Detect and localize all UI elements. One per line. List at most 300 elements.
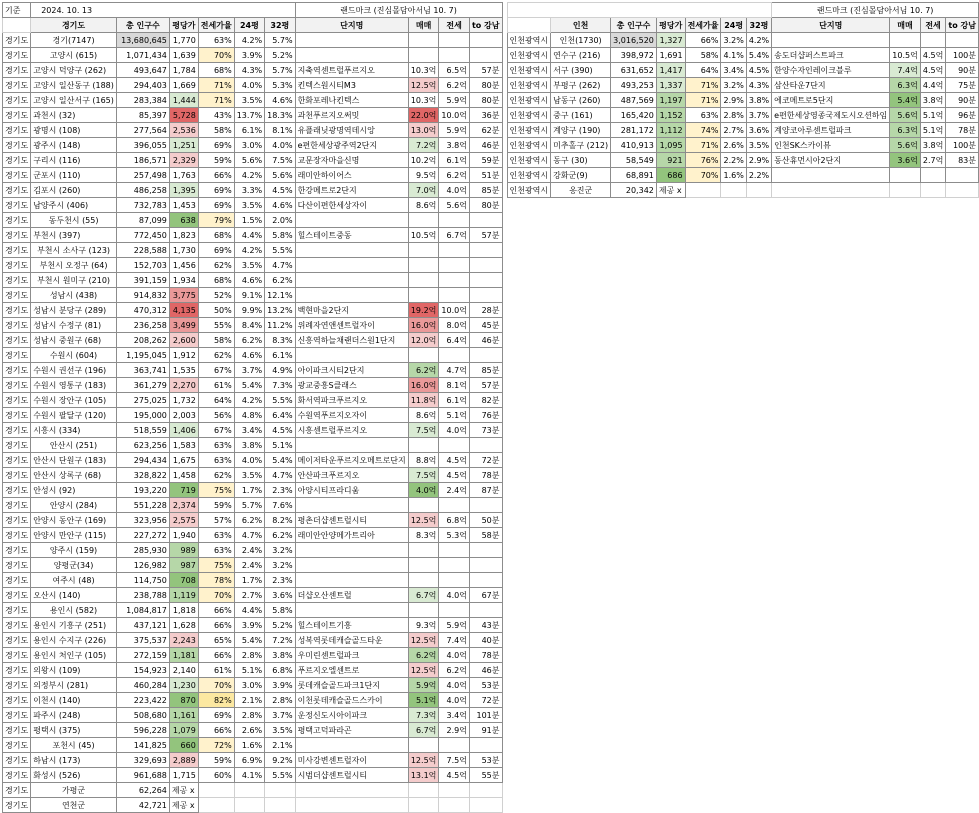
gyeonggi-cell-name: 구리시 (116) <box>31 153 117 168</box>
gyeonggi-cell-jeonse: 4.0억 <box>439 183 470 198</box>
gyeonggi-cell-complex: 신흥역하늘채랜더스원1단지 <box>295 333 408 348</box>
gyeonggi-cell-ratio-32: 5.3% <box>265 78 295 93</box>
gyeonggi-cell-population: 195,000 <box>116 408 169 423</box>
gyeonggi-cell-population: 518,559 <box>116 423 169 438</box>
incheon-cell-ratio-32: 3.6% <box>746 123 771 138</box>
table-row <box>3 393 979 408</box>
gyeonggi-cell-complex: 성복역롯데캐슬골드타운 <box>295 633 408 648</box>
gyeonggi-cell-ratio-32: 12.1% <box>265 288 295 303</box>
gyeonggi-cell-price-per-pyeong: 2,140 <box>169 663 198 678</box>
gyeonggi-cell-name: 의왕시 (109) <box>31 663 117 678</box>
gyeonggi-cell-region: 경기도 <box>3 318 31 333</box>
gyeonggi-cell-jeonse: 5.6억 <box>439 198 470 213</box>
gyeonggi-cell-sale: 8.3억 <box>408 528 439 543</box>
incheon-cell-ratio-32: 4.5% <box>746 63 771 78</box>
gyeonggi-cell-price-per-pyeong: 1,823 <box>169 228 198 243</box>
gyeonggi-cell-price-per-pyeong: 1,675 <box>169 453 198 468</box>
gyeonggi-cell-population: 13,680,645 <box>116 33 169 48</box>
gyeonggi-cell-name: 남양주시 (406) <box>31 198 117 213</box>
gyeonggi-cell-population: 236,258 <box>116 318 169 333</box>
gyeonggi-cell-jeonse-ratio: 67% <box>198 363 234 378</box>
gyeonggi-cell-complex <box>295 558 408 573</box>
gyeonggi-cell-ratio-24: 3.3% <box>234 183 264 198</box>
incheon-cell-name: 서구 (390) <box>551 63 611 78</box>
gyeonggi-cell-to-gangnam <box>469 348 502 363</box>
gyeonggi-cell-population: 154,923 <box>116 663 169 678</box>
gyeonggi-cell-ratio-32: 5.7% <box>265 63 295 78</box>
gyeonggi-cell-jeonse: 4.0억 <box>439 678 470 693</box>
gyeonggi-cell-price-per-pyeong: 1,230 <box>169 678 198 693</box>
gyeonggi-cell-ratio-24: 4.2% <box>234 168 264 183</box>
gyeonggi-cell-population: 272,159 <box>116 648 169 663</box>
incheon-cell-jeonse: 4.5억 <box>920 63 946 78</box>
gyeonggi-cell-price-per-pyeong: 1,395 <box>169 183 198 198</box>
gyeonggi-cell-ratio-24: 4.3% <box>234 63 264 78</box>
incheon-cell-complex <box>772 33 890 48</box>
gyeonggi-cell-ratio-32: 3.2% <box>265 558 295 573</box>
gyeonggi-cell-jeonse-ratio: 56% <box>198 408 234 423</box>
gyeonggi-cell-ratio-32: 13.2% <box>265 303 295 318</box>
header-blank <box>507 18 551 33</box>
gyeonggi-cell-ratio-32: 5.4% <box>265 453 295 468</box>
gyeonggi-cell-region: 경기도 <box>3 348 31 363</box>
incheon-cell-ratio-24: 3.2% <box>721 78 746 93</box>
gyeonggi-cell-ratio-32: 6.8% <box>265 663 295 678</box>
gyeonggi-cell-sale: 12.5억 <box>408 513 439 528</box>
gyeonggi-cell-region: 경기도 <box>3 513 31 528</box>
gyeonggi-cell-name: 이천시 (140) <box>31 693 117 708</box>
gyeonggi-cell-price-per-pyeong: 1,912 <box>169 348 198 363</box>
gyeonggi-cell-price-per-pyeong: 1,763 <box>169 168 198 183</box>
gyeonggi-cell-ratio-24: 3.0% <box>234 138 264 153</box>
gyeonggi-cell-sale <box>408 738 439 753</box>
gyeonggi-cell-jeonse <box>439 48 470 63</box>
gyeonggi-cell-jeonse-ratio: 62% <box>198 258 234 273</box>
gyeonggi-cell-name: 수원시 권선구 (196) <box>31 363 117 378</box>
gyeonggi-cell-to-gangnam: 72분 <box>469 453 502 468</box>
incheon-cell-sale: 5.6억 <box>890 138 921 153</box>
gyeonggi-cell-population: 275,025 <box>116 393 169 408</box>
gyeonggi-cell-jeonse: 6.8억 <box>439 513 470 528</box>
gyeonggi-cell-sale: 10.3억 <box>408 63 439 78</box>
table-row <box>3 33 979 48</box>
gyeonggi-cell-ratio-32: 6.2% <box>265 273 295 288</box>
gyeonggi-cell-ratio-32: 5.5% <box>265 243 295 258</box>
gyeonggi-cell-region: 경기도 <box>3 603 31 618</box>
gyeonggi-cell-empty <box>439 798 470 813</box>
gyeonggi-cell-name: 양주시 (159) <box>31 543 117 558</box>
table-row <box>3 153 979 168</box>
gyeonggi-cell-jeonse: 6.5억 <box>439 63 470 78</box>
incheon-cell-price-per-pyeong: 1,691 <box>656 48 685 63</box>
gyeonggi-cell-region: 경기도 <box>3 588 31 603</box>
gyeonggi-cell-name: 수원시 (604) <box>31 348 117 363</box>
gyeonggi-cell-sale: 12.5억 <box>408 663 439 678</box>
incheon-cell-to-gangnam: 90분 <box>946 93 979 108</box>
incheon-cell-price-per-pyeong: 1,417 <box>656 63 685 78</box>
gyeonggi-cell-ratio-24: 4.7% <box>234 528 264 543</box>
incheon-cell-region: 인천광역시 <box>507 93 551 108</box>
gyeonggi-cell-population: 1,084,817 <box>116 603 169 618</box>
gyeonggi-cell-jeonse-ratio: 63% <box>198 543 234 558</box>
gyeonggi-cell-price-per-pyeong: 1,444 <box>169 93 198 108</box>
gyeonggi-cell-population: 1,071,434 <box>116 48 169 63</box>
table-row <box>3 633 979 648</box>
incheon-cell-sale: 6.3억 <box>890 78 921 93</box>
gyeonggi-cell-region: 경기도 <box>3 483 31 498</box>
gyeonggi-cell-jeonse: 4.5억 <box>439 468 470 483</box>
gyeonggi-cell-sale <box>408 438 439 453</box>
table-row <box>3 348 979 363</box>
gyeonggi-cell-region: 경기도 <box>3 108 31 123</box>
gyeonggi-cell-population: 328,822 <box>116 468 169 483</box>
header-blank <box>3 18 31 33</box>
gyeonggi-cell-ratio-24: 4.1% <box>234 768 264 783</box>
gyeonggi-cell-complex: 수원역푸르지오자이 <box>295 408 408 423</box>
gyeonggi-cell-region: 경기도 <box>3 243 31 258</box>
incheon-cell-empty <box>890 183 921 198</box>
gyeonggi-cell-ratio-24: 4.2% <box>234 33 264 48</box>
sheet-title-row <box>3 3 979 18</box>
gyeonggi-cell-ratio-24: 4.4% <box>234 228 264 243</box>
gyeonggi-cell-ratio-32: 2.3% <box>265 573 295 588</box>
gyeonggi-cell-to-gangnam: 80분 <box>469 198 502 213</box>
gyeonggi-cell-ratio-24: 3.5% <box>234 198 264 213</box>
table-row <box>3 483 979 498</box>
gyeonggi-cell-sale <box>408 573 439 588</box>
incheon-cell-ratio-32: 3.8% <box>746 93 771 108</box>
gyeonggi-cell-price-per-pyeong: 660 <box>169 738 198 753</box>
incheon-cell-sale: 6.3억 <box>890 123 921 138</box>
gyeonggi-cell-population: 62,264 <box>116 783 169 798</box>
incheon-cell-population: 68,891 <box>611 168 657 183</box>
gyeonggi-cell-price-per-pyeong: 1,669 <box>169 78 198 93</box>
gyeonggi-cell-jeonse <box>439 738 470 753</box>
gyeonggi-cell-ratio-32: 5.7% <box>265 33 295 48</box>
gyeonggi-cell-price-per-pyeong: 2,575 <box>169 513 198 528</box>
gyeonggi-cell-ratio-24: 3.5% <box>234 468 264 483</box>
table-row <box>3 363 979 378</box>
gyeonggi-cell-jeonse-ratio: 78% <box>198 573 234 588</box>
table-row <box>3 213 979 228</box>
gyeonggi-cell-ratio-32: 2.8% <box>265 693 295 708</box>
gyeonggi-cell-to-gangnam <box>469 543 502 558</box>
gyeonggi-cell-ratio-24: 3.9% <box>234 48 264 63</box>
gyeonggi-cell-population: 329,693 <box>116 753 169 768</box>
date-value: 2024. 10. 13 <box>31 3 295 18</box>
gyeonggi-cell-price-per-pyeong: 4,135 <box>169 303 198 318</box>
gyeonggi-cell-ratio-32: 7.2% <box>265 633 295 648</box>
gyeonggi-cell-population: 208,262 <box>116 333 169 348</box>
gyeonggi-cell-jeonse-ratio: 58% <box>198 123 234 138</box>
gyeonggi-cell-population: 257,498 <box>116 168 169 183</box>
sheet-table <box>2 2 979 813</box>
gyeonggi-cell-empty <box>198 798 234 813</box>
gyeonggi-cell-complex: 유플래닛광명역데시앙 <box>295 123 408 138</box>
gyeonggi-cell-jeonse-ratio: 62% <box>198 348 234 363</box>
gyeonggi-cell-jeonse-ratio: 66% <box>198 618 234 633</box>
incheon-cell-jeonse-ratio: 70% <box>685 168 721 183</box>
gyeonggi-cell-jeonse: 5.3억 <box>439 528 470 543</box>
gyeonggi-cell-sale: 9.3억 <box>408 618 439 633</box>
gyeonggi-cell-sale: 22.0억 <box>408 108 439 123</box>
gyeonggi-cell-complex: 시범더샵센트럴시티 <box>295 768 408 783</box>
gyeonggi-cell-ratio-32: 5.8% <box>265 228 295 243</box>
gyeonggi-cell-ratio-32: 5.2% <box>265 618 295 633</box>
gyeonggi-cell-sale: 19.2억 <box>408 303 439 318</box>
gyeonggi-cell-jeonse-ratio: 75% <box>198 483 234 498</box>
gyeonggi-cell-name: 김포시 (260) <box>31 183 117 198</box>
gyeonggi-cell-region: 경기도 <box>3 528 31 543</box>
gyeonggi-cell-name: 광명시 (108) <box>31 123 117 138</box>
gyeonggi-cell-jeonse-ratio: 82% <box>198 693 234 708</box>
gyeonggi-cell-region: 경기도 <box>3 93 31 108</box>
incheon-cell-region: 인천광역시 <box>507 33 551 48</box>
gyeonggi-cell-complex <box>295 603 408 618</box>
incheon-cell-jeonse-ratio: 71% <box>685 93 721 108</box>
gyeonggi-cell-sale: 12.5억 <box>408 633 439 648</box>
incheon-cell-ratio-32: 2.9% <box>746 153 771 168</box>
gyeonggi-cell-to-gangnam: 80분 <box>469 78 502 93</box>
gyeonggi-cell-ratio-24: 3.4% <box>234 423 264 438</box>
gyeonggi-cell-jeonse-ratio: 64% <box>198 393 234 408</box>
gyeonggi-cell-sale <box>408 348 439 363</box>
gyeonggi-cell-region: 경기도 <box>3 63 31 78</box>
gyeonggi-cell-price-per-pyeong: 2,270 <box>169 378 198 393</box>
gyeonggi-cell-sale: 5.9억 <box>408 678 439 693</box>
gyeonggi-cell-jeonse: 4.0억 <box>439 588 470 603</box>
gyeonggi-cell-name: 오산시 (140) <box>31 588 117 603</box>
gyeonggi-cell-jeonse-ratio: 59% <box>198 753 234 768</box>
date-label: 기준 <box>3 3 31 18</box>
gyeonggi-header-to-gangnam: to 강남 <box>469 18 502 33</box>
gyeonggi-cell-price-per-pyeong: 1,628 <box>169 618 198 633</box>
incheon-cell-region: 인천광역시 <box>507 48 551 63</box>
gyeonggi-cell-name: 고양시 일산서구 (165) <box>31 93 117 108</box>
gyeonggi-cell-price-per-pyeong: 5,728 <box>169 108 198 123</box>
gyeonggi-cell-jeonse <box>439 258 470 273</box>
gyeonggi-cell-ratio-24: 4.6% <box>234 348 264 363</box>
gyeonggi-cell-to-gangnam: 57분 <box>469 228 502 243</box>
gyeonggi-cell-ratio-32: 6.4% <box>265 408 295 423</box>
gyeonggi-cell-price-per-pyeong: 638 <box>169 213 198 228</box>
table-row <box>3 753 979 768</box>
gyeonggi-cell-complex: 평택고덕파라곤 <box>295 723 408 738</box>
gyeonggi-cell-population: 294,403 <box>116 78 169 93</box>
gyeonggi-landmark-title: 랜드마크 (진심몰담아서님 10. 7) <box>295 3 502 18</box>
gyeonggi-cell-to-gangnam: 40분 <box>469 633 502 648</box>
gyeonggi-cell-jeonse-ratio: 57% <box>198 513 234 528</box>
incheon-cell-sale <box>890 168 921 183</box>
gyeonggi-cell-region: 경기도 <box>3 798 31 813</box>
incheon-header-jeonse-ratio: 전세가율 <box>685 18 721 33</box>
gyeonggi-cell-complex: 래미안안양메가트리아 <box>295 528 408 543</box>
gyeonggi-cell-to-gangnam: 82분 <box>469 393 502 408</box>
incheon-cell-to-gangnam <box>946 33 979 48</box>
table-row <box>3 543 979 558</box>
gyeonggi-cell-jeonse: 4.0억 <box>439 648 470 663</box>
incheon-cell-jeonse-ratio: 66% <box>685 33 721 48</box>
incheon-landmark-title: 랜드마크 (진심몰담아서님 10. 7) <box>772 3 979 18</box>
incheon-cell-price-per-pyeong: 921 <box>656 153 685 168</box>
incheon-cell-population: 20,342 <box>611 183 657 198</box>
incheon-cell-ratio-24: 1.6% <box>721 168 746 183</box>
gyeonggi-cell-name: 광주시 (148) <box>31 138 117 153</box>
gyeonggi-cell-jeonse: 7.5억 <box>439 753 470 768</box>
gyeonggi-cell-region: 경기도 <box>3 33 31 48</box>
table-row <box>3 243 979 258</box>
gyeonggi-cell-population: 227,272 <box>116 528 169 543</box>
gyeonggi-cell-region: 경기도 <box>3 543 31 558</box>
gyeonggi-cell-complex: 안산파크푸르지오 <box>295 468 408 483</box>
gyeonggi-header-sale: 매매 <box>408 18 439 33</box>
incheon-cell-population: 281,172 <box>611 123 657 138</box>
gyeonggi-cell-sale: 12.0억 <box>408 333 439 348</box>
gyeonggi-cell-sale <box>408 543 439 558</box>
gyeonggi-cell-region: 경기도 <box>3 438 31 453</box>
gyeonggi-cell-sale <box>408 603 439 618</box>
gyeonggi-cell-to-gangnam: 57분 <box>469 63 502 78</box>
gyeonggi-cell-complex <box>295 213 408 228</box>
gyeonggi-cell-name: 가평군 <box>31 783 117 798</box>
incheon-cell-population: 631,652 <box>611 63 657 78</box>
incheon-cell-to-gangnam: 100분 <box>946 138 979 153</box>
gyeonggi-cell-ratio-24: 2.4% <box>234 543 264 558</box>
incheon-cell-ratio-24: 2.8% <box>721 108 746 123</box>
gyeonggi-cell-complex: 운정신도시아이파크 <box>295 708 408 723</box>
gyeonggi-cell-name: 부천시 소사구 (123) <box>31 243 117 258</box>
gyeonggi-cell-complex: 위례자연앤센트럴자이 <box>295 318 408 333</box>
gyeonggi-cell-ratio-24: 4.0% <box>234 453 264 468</box>
incheon-cell-price-per-pyeong: 1,152 <box>656 108 685 123</box>
incheon-cell-price-per-pyeong: 1,197 <box>656 93 685 108</box>
gyeonggi-cell-name: 용인시 기흥구 (251) <box>31 618 117 633</box>
gyeonggi-cell-sale: 11.8억 <box>408 393 439 408</box>
incheon-cell-to-gangnam: 75분 <box>946 78 979 93</box>
incheon-cell-region: 인천광역시 <box>507 138 551 153</box>
incheon-header-sale: 매매 <box>890 18 921 33</box>
gyeonggi-cell-jeonse: 5.9억 <box>439 93 470 108</box>
gyeonggi-cell-price-per-pyeong: 2,243 <box>169 633 198 648</box>
gyeonggi-cell-to-gangnam <box>469 558 502 573</box>
gyeonggi-cell-name: 연천군 <box>31 798 117 813</box>
incheon-cell-complex: 한양수자인레이크블루 <box>772 63 890 78</box>
incheon-header-name: 인천 <box>551 18 611 33</box>
incheon-header-complex: 단지명 <box>772 18 890 33</box>
table-row <box>3 498 979 513</box>
gyeonggi-cell-to-gangnam: 73분 <box>469 423 502 438</box>
gyeonggi-cell-jeonse-ratio: 50% <box>198 303 234 318</box>
table-row <box>3 123 979 138</box>
gyeonggi-cell-jeonse-ratio: 60% <box>198 768 234 783</box>
gyeonggi-cell-jeonse <box>439 543 470 558</box>
gyeonggi-cell-region: 경기도 <box>3 138 31 153</box>
gyeonggi-cell-sale: 8.6억 <box>408 408 439 423</box>
gyeonggi-cell-jeonse: 7.4억 <box>439 633 470 648</box>
gyeonggi-cell-sale: 6.7억 <box>408 588 439 603</box>
gyeonggi-cell-population: 772,450 <box>116 228 169 243</box>
gyeonggi-cell-price-per-pyeong: 1,784 <box>169 63 198 78</box>
gyeonggi-cell-ratio-32: 8.1% <box>265 123 295 138</box>
incheon-cell-jeonse: 3.8억 <box>920 138 946 153</box>
gyeonggi-cell-ratio-24: 2.8% <box>234 648 264 663</box>
gyeonggi-cell-complex: 화서역파크푸르지오 <box>295 393 408 408</box>
gyeonggi-cell-jeonse-ratio: 68% <box>198 63 234 78</box>
gyeonggi-cell-name: 화성시 (526) <box>31 768 117 783</box>
gyeonggi-cell-population: 85,397 <box>116 108 169 123</box>
gyeonggi-cell-jeonse-ratio: 66% <box>198 603 234 618</box>
gyeonggi-cell-jeonse <box>439 33 470 48</box>
incheon-cell-name: 강화군(9) <box>551 168 611 183</box>
gyeonggi-cell-complex <box>295 258 408 273</box>
gyeonggi-cell-ratio-24: 1.7% <box>234 573 264 588</box>
gyeonggi-cell-empty <box>408 798 439 813</box>
gyeonggi-cell-population: 277,564 <box>116 123 169 138</box>
gyeonggi-cell-complex: 평촌더샵센트럴시티 <box>295 513 408 528</box>
gyeonggi-cell-jeonse-ratio: 69% <box>198 198 234 213</box>
table-row <box>3 558 979 573</box>
gyeonggi-cell-to-gangnam <box>469 573 502 588</box>
gyeonggi-cell-no-data: 제공 x <box>169 783 198 798</box>
gyeonggi-cell-empty <box>295 783 408 798</box>
gyeonggi-cell-empty <box>198 783 234 798</box>
gyeonggi-cell-sale: 7.2억 <box>408 138 439 153</box>
gyeonggi-cell-to-gangnam: 36분 <box>469 108 502 123</box>
gyeonggi-cell-population: 363,741 <box>116 363 169 378</box>
gyeonggi-cell-region: 경기도 <box>3 693 31 708</box>
table-row <box>3 438 979 453</box>
gyeonggi-cell-sale: 7.5억 <box>408 423 439 438</box>
gyeonggi-cell-price-per-pyeong: 1,583 <box>169 438 198 453</box>
spreadsheet <box>2 2 979 813</box>
gyeonggi-cell-ratio-32: 3.7% <box>265 708 295 723</box>
gyeonggi-cell-ratio-32: 5.2% <box>265 48 295 63</box>
incheon-cell-population: 58,549 <box>611 153 657 168</box>
gyeonggi-cell-to-gangnam: 59분 <box>469 153 502 168</box>
gyeonggi-cell-region: 경기도 <box>3 558 31 573</box>
gyeonggi-cell-sale: 7.0억 <box>408 183 439 198</box>
gyeonggi-cell-jeonse: 3.8억 <box>439 138 470 153</box>
gyeonggi-cell-price-per-pyeong: 2,536 <box>169 123 198 138</box>
gyeonggi-cell-population: 141,825 <box>116 738 169 753</box>
gyeonggi-cell-complex: 지축역센트럴푸르지오 <box>295 63 408 78</box>
gyeonggi-cell-ratio-32: 3.5% <box>265 723 295 738</box>
table-row <box>3 798 979 813</box>
gyeonggi-cell-price-per-pyeong: 989 <box>169 543 198 558</box>
gyeonggi-cell-region: 경기도 <box>3 378 31 393</box>
gyeonggi-cell-jeonse-ratio: 63% <box>198 438 234 453</box>
sheet-body <box>3 3 979 813</box>
table-row <box>3 378 979 393</box>
gyeonggi-cell-jeonse-ratio: 55% <box>198 318 234 333</box>
gyeonggi-cell-complex: 광교중흥S클래스 <box>295 378 408 393</box>
gyeonggi-cell-jeonse <box>439 243 470 258</box>
table-row <box>3 78 979 93</box>
gyeonggi-cell-to-gangnam: 91분 <box>469 723 502 738</box>
gyeonggi-cell-region: 경기도 <box>3 633 31 648</box>
gyeonggi-cell-population: 493,647 <box>116 63 169 78</box>
table-row <box>3 618 979 633</box>
gyeonggi-cell-population: 460,284 <box>116 678 169 693</box>
incheon-cell-name: 동구 (30) <box>551 153 611 168</box>
gyeonggi-cell-jeonse <box>439 348 470 363</box>
gyeonggi-cell-empty <box>265 783 295 798</box>
gyeonggi-cell-price-per-pyeong: 1,181 <box>169 648 198 663</box>
gyeonggi-cell-jeonse: 2.9억 <box>439 723 470 738</box>
gyeonggi-cell-ratio-32: 6.2% <box>265 528 295 543</box>
gyeonggi-cell-region: 경기도 <box>3 273 31 288</box>
gyeonggi-cell-complex: 한강메트로2단지 <box>295 183 408 198</box>
